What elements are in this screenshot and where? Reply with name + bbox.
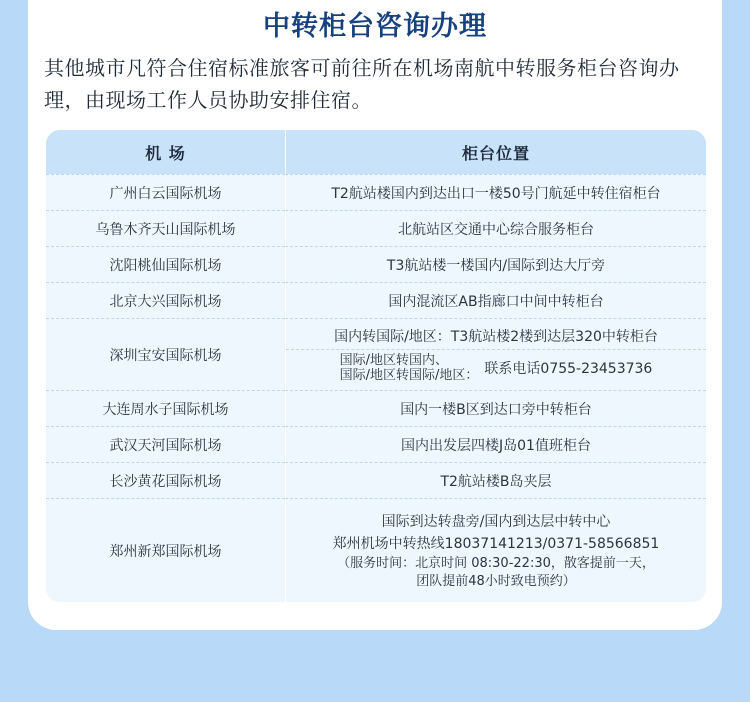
counter-location: 北航站区交通中心综合服务柜台 xyxy=(285,210,706,246)
airport-name: 北京大兴国际机场 xyxy=(46,282,285,318)
table-row xyxy=(46,390,706,426)
reservation-note: 团队提前48小时致电预约） xyxy=(416,573,576,589)
airport-name: 长沙黄花国际机场 xyxy=(46,462,285,498)
table-row xyxy=(46,318,706,390)
table-row xyxy=(46,498,706,602)
intro-paragraph: 其他城市凡符合住宿标准旅客可前往所在机场南航中转服务柜台咨询办理，由现场工作人员协助安排住宿。 xyxy=(44,56,680,112)
counter-location: T3航站楼一楼国内/国际到达大厅旁 xyxy=(285,246,706,282)
location-line: 国内转国际/地区：T3航站楼2楼到达层320中转柜台 xyxy=(334,329,658,345)
counter-location: T2航站楼B岛夹层 xyxy=(285,462,706,498)
header-airport: 机 场 xyxy=(46,130,285,174)
table-row xyxy=(46,426,706,462)
counter-location xyxy=(285,498,706,602)
airport-name: 沈阳桃仙国际机场 xyxy=(46,246,285,282)
counter-location: T2航站楼国内到达出口一楼50号门航延中转住宿柜台 xyxy=(285,174,706,210)
counter-table xyxy=(46,130,706,602)
airport-name: 大连周水子国际机场 xyxy=(46,390,285,426)
table-header-row xyxy=(46,130,706,174)
airport-name: 郑州新郑国际机场 xyxy=(46,498,285,602)
location-line xyxy=(286,349,706,386)
counter-location: 国内一楼B区到达口旁中转柜台 xyxy=(285,390,706,426)
counter-location: 国内出发层四楼J岛01值班柜台 xyxy=(285,426,706,462)
header-location: 柜台位置 xyxy=(285,130,706,174)
table-row xyxy=(46,282,706,318)
airport-name: 武汉天河国际机场 xyxy=(46,426,285,462)
table-row xyxy=(46,174,706,210)
table-row xyxy=(46,246,706,282)
transfer-type-labels xyxy=(340,353,479,383)
section-title-text: 中转柜台咨询办理 xyxy=(263,11,487,42)
transfer-type-b: 国际/地区转国际/地区： xyxy=(339,368,479,383)
airport-name: 深圳宝安国际机场 xyxy=(46,318,285,390)
airport-name: 广州白云国际机场 xyxy=(46,174,285,210)
airport-name: 乌鲁木齐天山国际机场 xyxy=(46,210,285,246)
counter-location xyxy=(285,318,706,390)
table-row xyxy=(46,462,706,498)
counter-location: 国内混流区AB指廊口中间中转柜台 xyxy=(285,282,706,318)
service-hours: （服务时间：北京时间 08:30-22:30，散客提前一天， xyxy=(337,555,655,571)
section-title xyxy=(263,4,487,43)
hotline: 郑州机场中转热线18037141213/0371-58566851 xyxy=(332,535,660,552)
location-line: 国际到达转盘旁/国内到达层中转中心 xyxy=(381,513,611,530)
transfer-type-a: 国际/地区转国内、 xyxy=(339,353,449,368)
table-row xyxy=(46,210,706,246)
contact-phone: 联系电话0755-23453736 xyxy=(484,361,653,377)
